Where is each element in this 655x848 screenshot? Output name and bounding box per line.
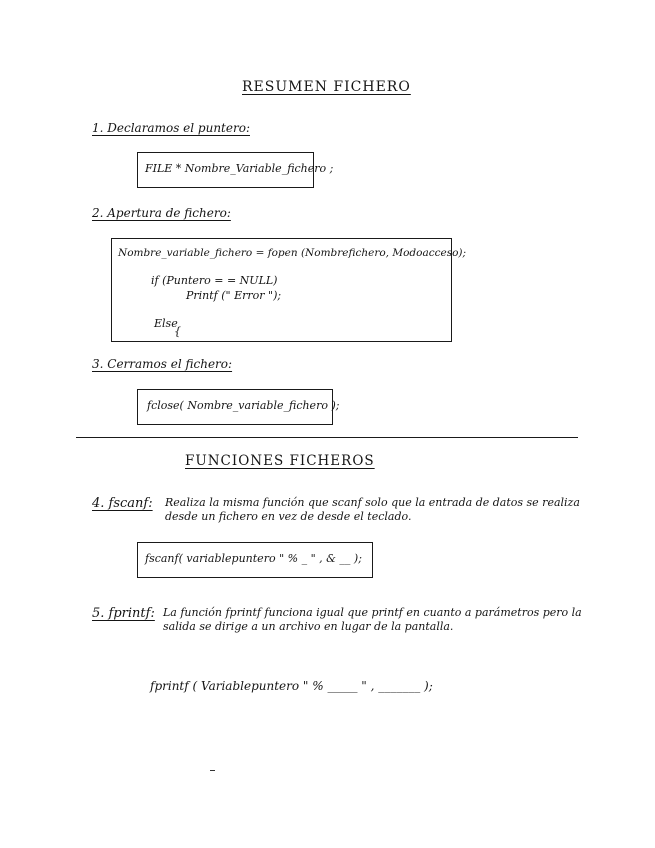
code-line: FILE * Nombre_Variable_fichero ;	[145, 162, 334, 175]
stray-mark	[210, 770, 215, 771]
section-3-code-box	[137, 389, 340, 425]
code-line: Else	[154, 317, 178, 330]
fprintf-heading: 5. fprintf:	[92, 606, 155, 621]
subtitle: FUNCIONES FICHEROS	[185, 453, 375, 469]
section-2-heading: 2. Apertura de fichero:	[92, 206, 231, 220]
section-1-heading: 1. Declaramos el puntero:	[92, 121, 250, 135]
section-divider	[76, 437, 578, 438]
fscanf-code-box	[137, 542, 373, 578]
fprintf-description: La función fprintf funciona igual que printf en cuanto a parámetros pero la salida se dirige a un archivo en lugar de la pantalla.	[163, 606, 582, 633]
fscanf-heading: 4. fscanf:	[92, 496, 153, 511]
code-line: Printf (" Error ");	[186, 289, 282, 302]
section-3-heading: 3. Cerramos el fichero:	[92, 357, 233, 371]
section-2-code-box	[111, 238, 467, 342]
page-title: RESUMEN FICHERO	[242, 79, 411, 95]
section-1-code-box	[137, 152, 334, 188]
code-line: Nombre_variable_fichero = fopen (Nombrefichero, Modoacceso);	[118, 247, 467, 259]
code-line: fclose( Nombre_variable_fichero );	[147, 399, 340, 412]
code-line: fscanf( variablepuntero " % _ " , & __ );	[145, 552, 362, 565]
code-line: if (Puntero = = NULL)	[151, 274, 278, 287]
code-line: {	[174, 325, 181, 338]
fprintf-code: fprintf ( Variablepuntero " % _____ " , _______ );	[150, 679, 433, 693]
fscanf-description: Realiza la misma función que scanf solo que la entrada de datos se realiza desde un fichero en vez de desde el teclado.	[165, 496, 580, 523]
